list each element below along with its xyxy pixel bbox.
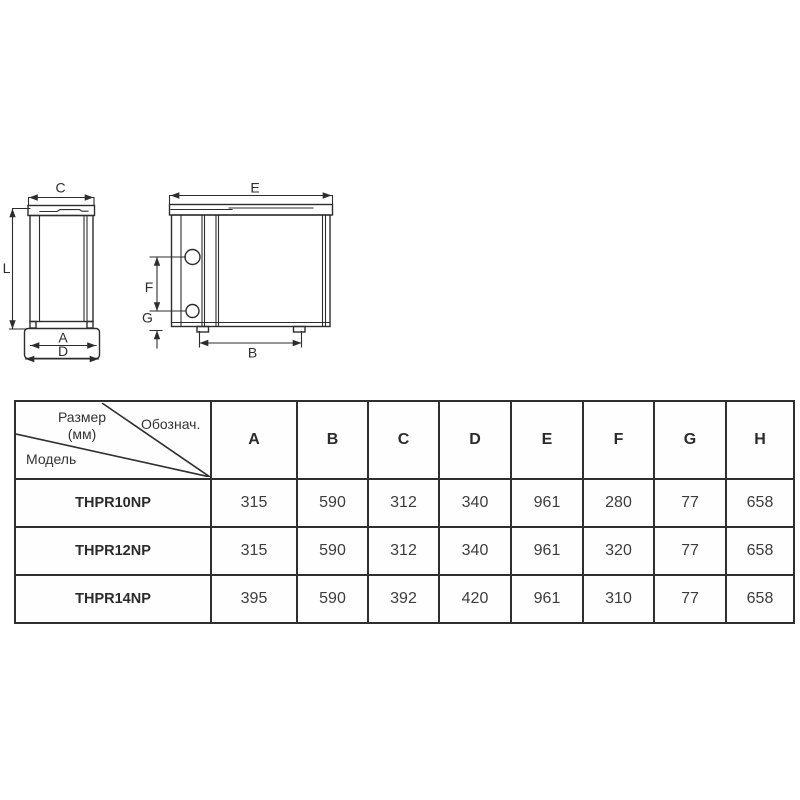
table-row	[15, 479, 794, 527]
dim-label-l: L	[2, 260, 11, 276]
dim-value: 395	[211, 575, 297, 623]
col-header-f: F	[583, 401, 654, 479]
corner-model-label: Модель	[26, 451, 77, 467]
dim-label-g: G	[142, 309, 153, 326]
col-header-b: B	[297, 401, 368, 479]
col-header-d: D	[439, 401, 511, 479]
dim-value: 420	[439, 575, 511, 623]
col-header-h: H	[726, 401, 794, 479]
dim-label-e: E	[250, 179, 260, 196]
dim-label-b: B	[247, 344, 258, 361]
col-header-a: A	[211, 401, 297, 479]
dim-value: 315	[211, 479, 297, 527]
side-view-dimensions	[10, 198, 99, 360]
dim-label-d: D	[57, 343, 69, 359]
lower-port-circle	[186, 305, 199, 318]
dim-label-a: A	[58, 329, 68, 346]
model-name: THPR10NP	[15, 479, 211, 527]
col-header-g: G	[654, 401, 726, 479]
dim-label-c: C	[55, 179, 66, 196]
dim-value: 310	[583, 575, 654, 623]
dim-value: 77	[654, 479, 726, 527]
front-view	[150, 196, 333, 349]
upper-port-circle	[185, 250, 200, 265]
dim-value: 590	[297, 575, 368, 623]
dim-value: 320	[583, 527, 654, 575]
dim-label-f: F	[144, 279, 154, 295]
dim-value: 658	[726, 575, 794, 623]
dim-value: 961	[511, 479, 583, 527]
technical-drawing	[0, 0, 800, 392]
table-corner-cell	[15, 401, 211, 479]
dim-value: 280	[583, 479, 654, 527]
corner-size-label: Размер	[57, 409, 107, 425]
corner-size-unit: (мм)	[67, 426, 97, 442]
col-header-c: C	[368, 401, 439, 479]
dim-value: 590	[297, 479, 368, 527]
dim-value: 658	[726, 479, 794, 527]
dim-value: 392	[368, 575, 439, 623]
dim-value: 77	[654, 575, 726, 623]
dim-value: 340	[439, 479, 511, 527]
dim-value: 312	[368, 479, 439, 527]
front-view-dimensions	[150, 196, 333, 349]
table-row	[15, 575, 794, 623]
dim-value: 961	[511, 575, 583, 623]
table-row	[15, 527, 794, 575]
dim-value: 315	[211, 527, 297, 575]
dim-value: 312	[368, 527, 439, 575]
model-name: THPR14NP	[15, 575, 211, 623]
dimension-labels	[3, 180, 260, 361]
dim-value: 658	[726, 527, 794, 575]
dim-value: 590	[297, 527, 368, 575]
dim-value: 77	[654, 527, 726, 575]
dim-value: 961	[511, 527, 583, 575]
dim-value: 340	[439, 527, 511, 575]
model-name: THPR12NP	[15, 527, 211, 575]
col-header-e: E	[511, 401, 583, 479]
corner-designation-label: Обознач.	[141, 416, 201, 432]
side-view	[10, 198, 100, 360]
dimensions-table	[14, 400, 795, 624]
